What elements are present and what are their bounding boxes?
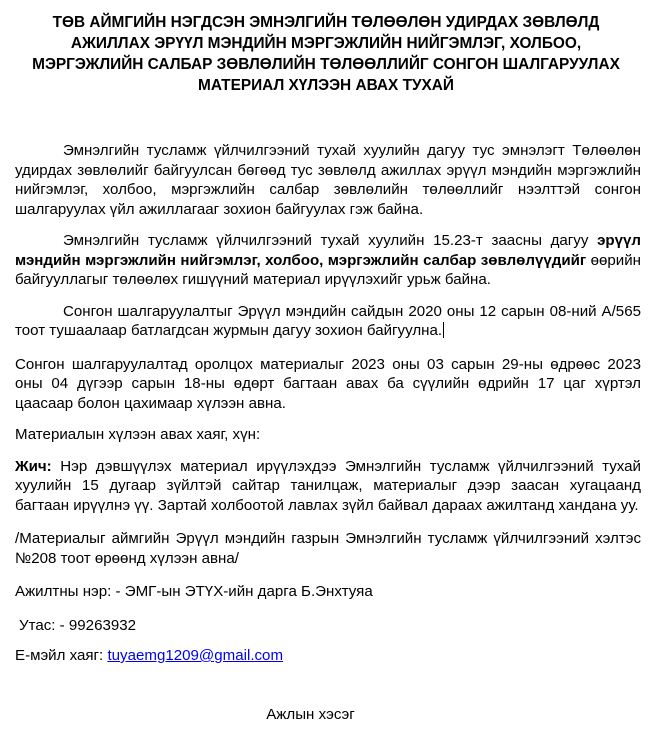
email-label: Е-мэйл хаяг: [15,647,108,664]
title-line-4: МАТЕРИАЛ ХҮЛЭЭН АВАХ ТУХАЙ [198,77,454,94]
email-link[interactable]: tuyaemg1209@gmail.com [107,647,284,664]
title-line-1: ТӨВ АЙМГИЙН НЭГДСЭН ЭМНЭЛГИЙН ТӨЛӨӨЛӨН УДИРДАХ ЗӨВЛӨЛД [52,14,600,31]
paragraph-note [15,457,641,516]
text-cursor [443,322,444,338]
note-text: Нэр дэвшүүлэх материал ирүүлэхдээ Эмнэлгийн тусламж үйлчилгээний тухай хуулийн 15 дугаар зүйлтэй сайтар танилцаж, материалыг дээр заасан хугацаанд багтаан ирүүлнэ үү. Зартай холбоотой лавлах зүйл байвал дараах ажилтанд хандана уу. [15,457,641,514]
paragraph-room: /Материалыг аймгийн Эрүүл мэндийн газрын Эмнэлгийн тусламж үйлчилгээний хэлтэс №208 тоот өрөөнд хүлээн авна/ [15,530,641,567]
title-line-2: АЖИЛЛАХ ЭРҮҮЛ МЭНДИЙН МЭРГЭЖЛИЙН НИЙГЭМЛЭГ, ХОЛБОО, [70,35,582,52]
footer-text: Ажлын хэсэг [266,706,355,723]
paragraph-address-heading: Материалын хүлээн авах хаяг, хүн: [15,426,261,443]
paragraph-invitation-lead: Эмнэлгийн тусламж үйлчилгээний тухай хуулийн 15.23-т заасны дагуу [63,232,598,249]
document-title [15,12,637,96]
paragraph-regulation-text: Сонгон шалгаруулалтыг Эрүүл мэндийн сайдын 2020 оны 12 сарын 08-ний А/565 тоот тушаалаар батлагдсан журмын дагуу зохион байгуулна. [15,302,641,339]
contact-phone: Утас: - 99263932 [19,616,137,634]
title-line-3: МЭРГЭЖЛИЙН САЛБАР ЗӨВЛӨЛИЙН ТӨЛӨӨЛЛИЙГ СОНГОН ШАЛГАРУУЛАХ [32,56,620,73]
note-label: Жич: [15,457,52,475]
paragraph-invitation-tail: өөрийн байгууллагыг төлөөлөх гишүүний материал ирүүлэхийг урьж байна. [15,251,641,288]
paragraph-intro: Эмнэлгийн тусламж үйлчилгээний тухай хуулийн дагуу тус эмнэлэгт Төлөөлөн удирдах зөвлөлийг байгуулсан бөгөөд тус зөвлөлд ажиллах эрүүл мэндийн мэргэжлийн нийгэмлэг, холбоо, мэргэжлийн салбар зөвлөлийн төлөөллийг нээлттэй сонгон шалгаруулах үйл ажиллагааг зохион байгуулах гэж байна. [15,142,641,218]
paragraph-invitation-emphasis: эрүүл мэндийн мэргэжлийн нийгэмлэг, холбоо, мэргэжлийн салбар зөвлөлүүдийг [15,232,641,269]
contact-name: Ажилтны нэр: - ЭМГ-ын ЭТҮХ-ийн дарга Б.Энхтуяа [15,583,373,600]
signature-footer [0,705,653,724]
paragraph-regulation [15,302,641,341]
paragraph-invitation [15,231,641,290]
contact-email [15,646,641,666]
paragraph-deadline: Сонгон шалгаруулалтад оролцох материалыг 2023 оны 03 сарын 29-ны өдрөөс 2023 оны 04 дүгээр сарын 18-ны өдөрт багтаан авах ба сүүлийн өдрийн 17 цаг хүртэл цаасаар болон цахимаар хүлээн авна. [15,355,641,412]
